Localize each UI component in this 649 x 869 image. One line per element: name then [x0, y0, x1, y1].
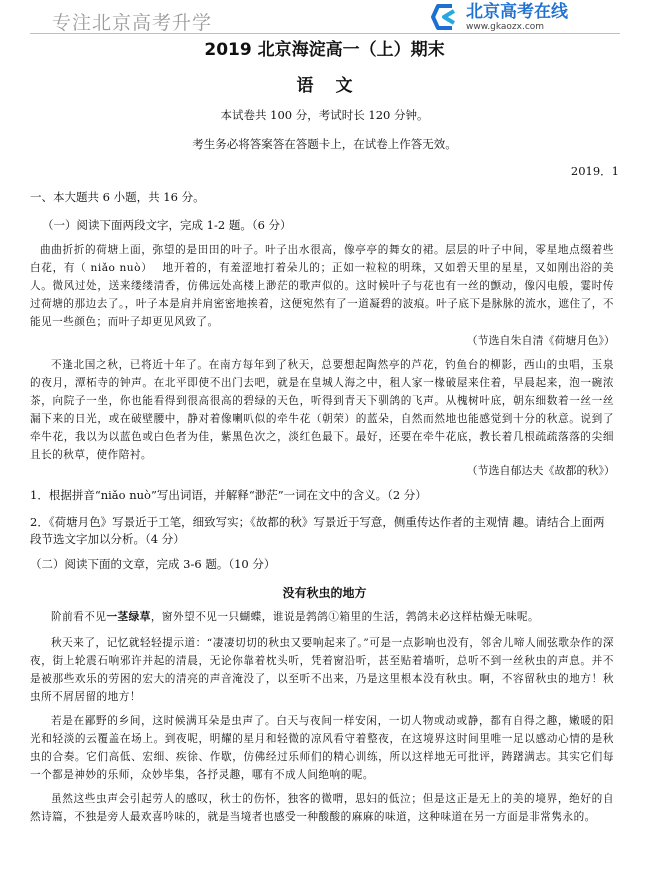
- brand-block: [466, 3, 568, 33]
- exam-date: 2019．1: [570, 164, 619, 178]
- section-heading: 一、本大题共 6 小题，共 16 分。: [30, 190, 205, 204]
- source-gudu: （节选自郁达夫《故都的秋》）: [466, 464, 615, 477]
- exam-subject: 语文: [296, 76, 375, 96]
- article-p1-text-rest: ，窗外望不见一只蝴蝶，谁说是鹁鸽①箱里的生活，鹁鸽未必这样枯燥无味呢。: [150, 611, 540, 623]
- exam-title: 2019 北京海淀高一（上）期末: [204, 40, 445, 60]
- article-title: 没有秋虫的地方: [282, 586, 367, 600]
- article-paragraph-4: 虽然这些虫声会引起劳人的感叹，秋士的伤怀，独客的微喟，思妇的低泣；但是这正是无上的美的境界，绝好的自然诗篇，不独是旁人最欢喜吟味的，就是当境者也感受一种酸酸的麻麻的味道，这种味道在另一方面是非常隽永的。: [30, 793, 614, 823]
- brand-url: www.gkaozx.com: [466, 22, 545, 32]
- brand-name: 北京高考在线: [466, 2, 568, 22]
- article-p1-text: 阶前看不见: [51, 611, 107, 623]
- page-header: [0, 0, 649, 40]
- exam-info-duration: 本试卷共 100 分，考试时长 120 分钟。: [220, 108, 429, 122]
- exam-info-instruction: 考生务必将答案答在答题卡上，在试卷上作答无效。: [192, 137, 457, 151]
- part-one-heading: （一）阅读下面两段文字，完成 1-2 题。（6 分）: [42, 218, 292, 232]
- passage-hetang: 曲曲折折的荷塘上面，弥望的是田田的叶子。叶子出水很高，像亭亭的舞女的裙。层层的叶子中间，零星地点缀着些白花，有（ niǎo nuò） 地开着的，有羞涩地打着朵儿的；正如一粒粒的明珠，又如碧天里的星星，又如刚出浴的美人。微风过处，送来缕缕清香，仿佛远处高楼上渺茫的歌声似的。这时候叶子与花也有一丝的颤动，像闪电般，霎时传过荷塘的那边去了。，叶子本是肩并肩密密地挨着，这便宛然有了一道凝碧的波痕。叶子底下是脉脉的流水，遮住了，不能见一些颜色；而叶子却更见风致了。: [30, 244, 614, 328]
- brand-logo-icon: [430, 2, 460, 32]
- source-hetang: （节选自朱自清《荷塘月色》）: [466, 334, 615, 347]
- article-p1-bold: 一茎绿草: [106, 611, 151, 623]
- article-paragraph-3: 若是在鄙野的乡间，这时候满耳朵是虫声了。白天与夜间一样安闲，一切人物或动或静，都有自得之趣，嫩暖的阳光和轻淡的云覆盖在场上。到夜呢，明耀的星月和轻微的凉风看守着整夜，在这境界这时间里唯一足以感动心情的是秋虫的合奏。它们高低、宏细、疾徐、作歇，仿佛经过乐师们的精心训练，所以这样地无可批评，踌躇满志。其实它们每一个都是神妙的乐师，众妙毕集，各抒灵趣，哪有不成人间绝响的呢。: [30, 715, 614, 781]
- article-paragraph-2: 秋天来了，记忆就轻轻提示道：“凄凄切切的秋虫又要响起来了。”可是一点影响也没有，邻舍儿啼人闹弦歌杂作的深夜，街上轮震石响邪许并起的清晨，无论你靠着枕头听，凭着窗沿听，甚至贴着墙听，总听不到一丝秋虫的声息。并不是被那些欢乐的劳困的宏大的清亮的声音淹没了，以至听不出来，乃是这里根本没有秋虫。啊，不容留秋虫的地方！秋虫所不屑居留的地方！: [30, 637, 614, 703]
- passage-gudu: 不逢北国之秋，已将近十年了。在南方每年到了秋天，总要想起陶然亭的芦花，钓鱼台的柳影，西山的虫唱，玉泉的夜月，潭柘寺的钟声。在北平即使不出门去吧，就是在皇城人海之中，租人家一椽破屋来住着，早晨起来，泡一碗浓茶，向院子一坐，你也能看得到很高很高的碧绿的天色，听得到青天下驯鸽的飞声。从槐树叶底，朝东细数着一丝一丝漏下来的日光，或在破壁腰中，静对着像喇叭似的牵牛花（朝荣）的蓝朵，自然而然地也能感觉到十分的秋意。说到了牵牛花，我以为以蓝色或白色者为佳，紫黑色次之，淡红色最下。最好，还要在牵牛花底，教长着几根疏疏落落的尖细且长的秋草，使作陪衬。: [30, 359, 614, 461]
- article-paragraph-1: [30, 608, 614, 626]
- header-slogan: 专注北京高考升学: [52, 12, 213, 34]
- header-divider: [30, 33, 620, 34]
- part-two-heading: （二）阅读下面的文章，完成 3-6 题。（10 分）: [30, 557, 276, 571]
- question-2: 2．《荷塘月色》写景近于工笔，细致写实；《故都的秋》写景近于写意，侧重传达作者的主观情 趣。请结合上面两段节选文字加以分析。（4 分）: [30, 515, 605, 546]
- question-1: 1．根据拼音“niǎo nuò”写出词语，并解释“渺茫”一词在文中的含义。（2 分）: [30, 488, 427, 502]
